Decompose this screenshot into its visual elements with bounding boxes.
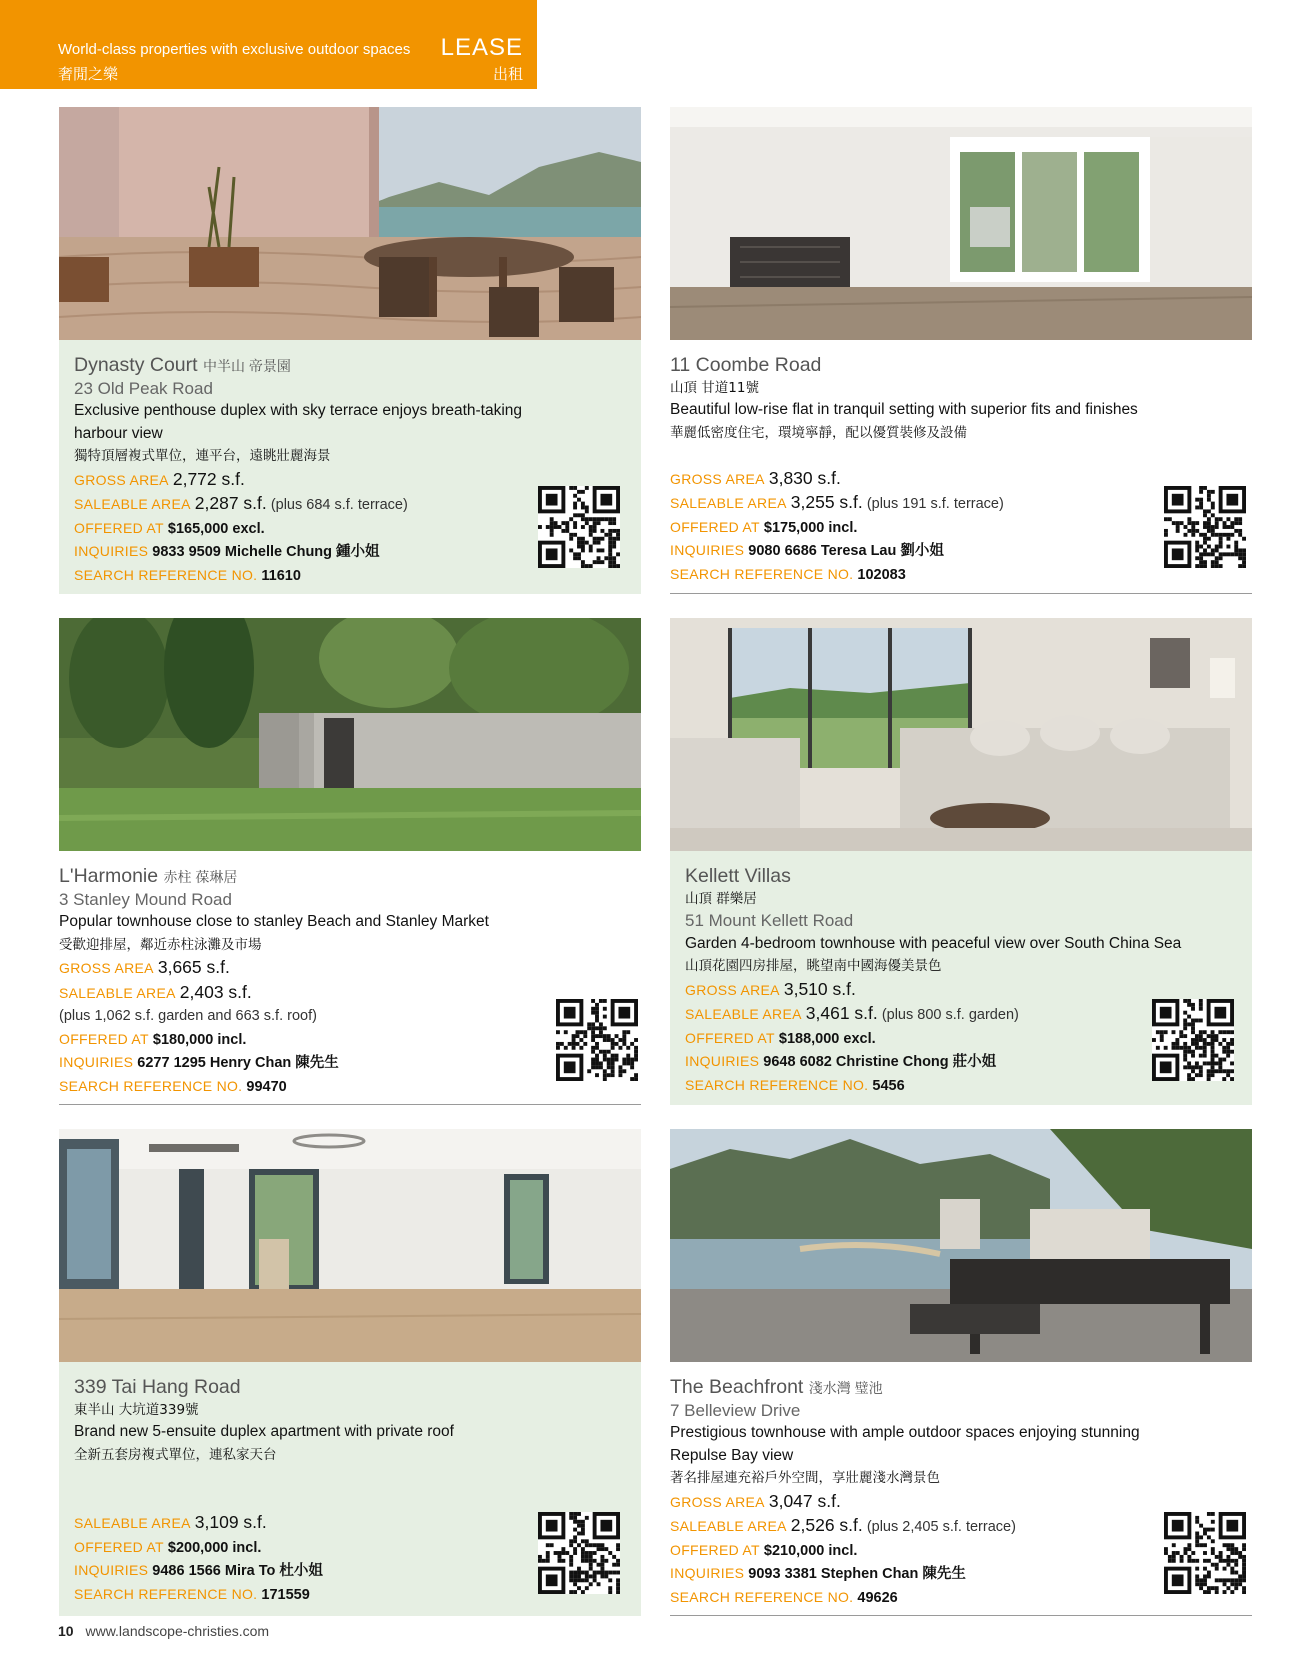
property-description-zh: 獨特頂層複式單位，連平台，遠眺壯麗海景 [74,448,331,464]
property-name-zh: 中半山 帝景園 [202,358,291,374]
offered-at-label: OFFERED AT [670,518,760,535]
inquiries-label: INQUIRIES [74,1562,149,1578]
tagline-zh: 奢閒之樂 [58,66,119,83]
property-name: Dynasty Court [74,354,198,376]
inquiries-contact: 9093 3381 Stephen Chan 陳先生 [748,1566,966,1582]
search-ref-label: SEARCH REFERENCE NO. [74,566,258,583]
property-area-zh: 山頂 群樂居 [685,890,757,907]
saleable-area-label: SALEABLE AREA [74,1515,191,1531]
inquiries-contact: 6277 1295 Henry Chan 陳先生 [137,1055,339,1071]
offered-at-label: OFFERED AT [685,1029,775,1046]
offered-price: $180,000 incl. [152,1031,247,1048]
property-description: Popular townhouse close to stanley Beach and Stanley Market [59,913,489,930]
listing-details [59,340,641,594]
gross-area-label: GROSS AREA [59,960,154,976]
saleable-area-value: 2,526 s.f. [790,1515,863,1535]
saleable-area-label: SALEABLE AREA [74,496,191,512]
gross-area-label: GROSS AREA [670,470,765,487]
section-title-en: LEASE [440,34,523,61]
offered-at-label: OFFERED AT [74,1538,164,1555]
saleable-area-note: (plus 2,405 s.f. terrace) [866,1519,1016,1535]
inquiries-label: INQUIRIES [685,1053,760,1069]
inquiries-label: INQUIRIES [74,543,149,559]
property-photo [670,107,1252,340]
inquiries-label: INQUIRIES [59,1054,134,1070]
search-ref-number: 5456 [872,1077,905,1094]
property-area-zh: 東半山 大坑道339號 [74,1401,199,1418]
search-ref-label: SEARCH REFERENCE NO. [685,1076,869,1093]
property-address: 3 Stanley Mound Road [59,889,232,909]
property-description-zh: 華麗低密度住宅，環境寧靜，配以優質裝修及設備 [670,424,967,441]
qr-code-icon[interactable] [538,1512,620,1594]
saleable-area-note: (plus 191 s.f. terrace) [866,496,1004,512]
gross-area-value: 3,047 s.f. [768,1490,841,1511]
search-ref-number: 171559 [261,1586,310,1603]
offered-at-label: OFFERED AT [59,1030,149,1047]
saleable-area-label: SALEABLE AREA [670,1518,787,1534]
offered-price: $188,000 excl. [778,1030,876,1047]
qr-code-icon[interactable] [1152,999,1234,1081]
property-photo [670,1129,1252,1362]
saleable-area-label: SALEABLE AREA [670,495,787,511]
page-number: 10 [58,1623,74,1639]
saleable-area-note: (plus 684 s.f. terrace) [270,497,408,513]
qr-code-icon[interactable] [1164,1512,1246,1594]
property-description: Garden 4-bedroom townhouse with peaceful view over South China Sea [685,934,1182,952]
website-link[interactable]: www.landscope-christies.com [85,1623,270,1639]
property-description: Beautiful low-rise flat in tranquil setting with superior fits and finishes [670,401,1138,418]
search-ref-number: 11610 [261,567,301,584]
property-description: Prestigious townhouse with ample outdoor spaces enjoying stunning [670,1424,1140,1441]
saleable-area-note: (plus 1,062 s.f. garden and 663 s.f. roof) [59,1008,317,1024]
property-name: L'Harmonie [59,865,159,887]
inquiries-contact: 9648 6082 Christine Chong 莊小姐 [763,1054,997,1070]
offered-at-label: OFFERED AT [670,1541,760,1558]
saleable-area-value: 2,403 s.f. [179,981,252,1002]
search-ref-label: SEARCH REFERENCE NO. [670,1588,854,1605]
page-footer [58,1623,269,1639]
saleable-area-value: 3,255 s.f. [790,492,863,512]
gross-area-label: GROSS AREA [670,1493,765,1510]
property-photo [59,1129,641,1362]
saleable-area-note: (plus 800 s.f. garden) [881,1007,1019,1023]
tagline-en: World-class properties with exclusive outdoor spaces [58,41,411,58]
search-ref-number: 102083 [857,566,906,583]
saleable-area-value: 2,287 s.f. [194,493,267,513]
saleable-area-value: 3,461 s.f. [805,1003,878,1023]
gross-area-value: 3,510 s.f. [783,978,856,999]
search-ref-number: 99470 [246,1078,287,1095]
property-name: 339 Tai Hang Road [74,1376,241,1398]
property-description: Brand new 5-ensuite duplex apartment with private roof [74,1423,454,1440]
property-area-zh: 山頂 甘道11號 [670,379,759,396]
property-description-zh: 受歡迎排屋，鄰近赤柱泳灘及市場 [59,936,262,953]
listing-details [59,1362,641,1616]
property-photo [670,618,1252,851]
property-photo [59,107,641,340]
search-ref-label: SEARCH REFERENCE NO. [74,1585,258,1602]
offered-price: $175,000 incl. [763,519,858,536]
inquiries-contact: 9080 6686 Teresa Lau 劉小姐 [748,543,944,559]
search-ref-label: SEARCH REFERENCE NO. [670,565,854,582]
saleable-area-label: SALEABLE AREA [685,1006,802,1022]
gross-area-value: 3,665 s.f. [157,957,230,977]
listing-details [59,851,641,1105]
qr-code-icon[interactable] [538,486,620,568]
property-name: The Beachfront [670,1376,804,1398]
section-banner [0,0,537,89]
property-description-zh: 著名排屋連充裕戶外空間，享壯麗淺水灣景色 [670,1470,940,1486]
saleable-area-label: SALEABLE AREA [59,984,176,1001]
gross-area-value: 2,772 s.f. [172,468,245,489]
gross-area-value: 3,830 s.f. [768,467,841,488]
inquiries-contact: 9486 1566 Mira To 杜小姐 [152,1563,323,1579]
property-description-zh: 全新五套房複式單位，連私家天台 [74,1446,277,1463]
search-ref-number: 49626 [857,1589,898,1606]
property-description-cont: Repulse Bay view [670,1446,794,1464]
search-ref-label: SEARCH REFERENCE NO. [59,1077,243,1094]
property-description: Exclusive penthouse duplex with sky terrace enjoys breath-taking [74,402,523,419]
property-name-zh: 赤柱 葆琳居 [163,869,238,885]
qr-code-icon[interactable] [1164,486,1246,568]
property-name-zh: 淺水灣 璧池 [808,1380,883,1396]
inquiries-label: INQUIRIES [670,1565,745,1581]
inquiries-label: INQUIRIES [670,542,745,558]
property-description-zh: 山頂花園四房排屋，眺望南中國海優美景色 [685,958,942,974]
property-address: 23 Old Peak Road [74,378,213,398]
property-name: Kellett Villas [685,865,791,887]
offered-price: $165,000 excl. [167,520,265,537]
saleable-area-value: 3,109 s.f. [194,1512,267,1532]
property-name: 11 Coombe Road [670,354,822,376]
property-photo [59,618,641,851]
property-description-cont: harbour view [74,424,163,442]
inquiries-contact: 9833 9509 Michelle Chung 鍾小姐 [152,544,380,560]
offered-price: $210,000 incl. [763,1542,858,1559]
offered-price: $200,000 incl. [167,1539,262,1556]
listing-details [670,340,1252,594]
property-address: 7 Belleview Drive [670,1400,801,1420]
gross-area-label: GROSS AREA [685,981,780,998]
property-address: 51 Mount Kellett Road [685,911,854,930]
gross-area-label: GROSS AREA [74,471,169,488]
listing-details [670,851,1252,1105]
offered-at-label: OFFERED AT [74,519,164,536]
section-title-zh: 出租 [492,66,523,83]
qr-code-icon[interactable] [556,999,638,1081]
listing-details [670,1362,1252,1616]
